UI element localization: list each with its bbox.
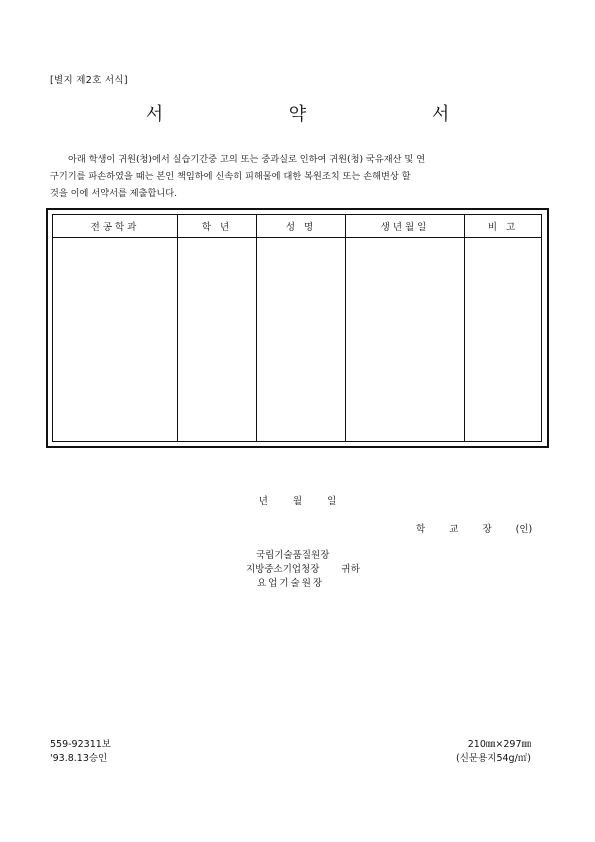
recipient-2: 지방중소기업청장 — [246, 564, 320, 575]
pledge-line-2: 구기기를 파손하였을 때는 본인 책임하에 신속히 피해물에 대한 복원조치 또는 손해변상 할 — [50, 171, 411, 182]
principal-char-1: 학 — [416, 524, 426, 535]
recipient-1: 국립기술품질원장 — [256, 550, 330, 561]
pledge-line-3: 것을 이에 서약서를 제출합니다. — [50, 188, 178, 199]
pledge-line-1: 아래 학생이 귀원(청)에서 실습기간중 고의 또는 중과실로 인하여 귀원(청) 국유재산 및 연 — [68, 154, 426, 165]
pledge-paragraph — [50, 151, 545, 202]
header-remarks: 비 고 — [465, 215, 542, 238]
cell-name[interactable] — [257, 238, 346, 442]
principal-char-3: 장 — [482, 524, 492, 535]
cell-remarks[interactable] — [465, 238, 542, 442]
paper-size: 210㎜×297㎜ — [467, 739, 531, 750]
student-info-table — [52, 214, 542, 442]
date-line — [0, 493, 595, 507]
table-header-row — [53, 215, 542, 238]
table-row — [53, 238, 542, 442]
footer-right — [440, 738, 531, 766]
cell-major[interactable] — [53, 238, 178, 442]
paper-type: (신문용지54g/㎡) — [456, 753, 531, 764]
date-year: 년 — [258, 496, 268, 507]
header-name: 성 명 — [257, 215, 346, 238]
cell-grade[interactable] — [178, 238, 257, 442]
principal-seal: (인) — [515, 524, 533, 535]
recipient-suffix: 귀하 — [341, 564, 360, 575]
header-grade: 학 년 — [178, 215, 257, 238]
student-info-table-frame — [46, 208, 549, 448]
document-title: 서 약 서 — [145, 104, 510, 125]
form-code: 559-92311보 — [50, 739, 111, 750]
form-number-label: [별지 제2호 서식] — [50, 75, 128, 86]
cell-birthdate[interactable] — [346, 238, 465, 442]
principal-signature-line — [416, 521, 532, 535]
principal-char-2: 교 — [449, 524, 459, 535]
date-month: 월 — [292, 496, 303, 507]
recipient-3: 요업기술원장 — [257, 578, 325, 589]
footer-left — [50, 738, 111, 766]
recipient-2-line — [246, 563, 360, 577]
approval-date: '93.8.13승인 — [50, 753, 108, 764]
date-day: 일 — [327, 496, 337, 507]
header-major: 전공학과 — [53, 215, 178, 238]
header-birthdate: 생년월일 — [346, 215, 465, 238]
